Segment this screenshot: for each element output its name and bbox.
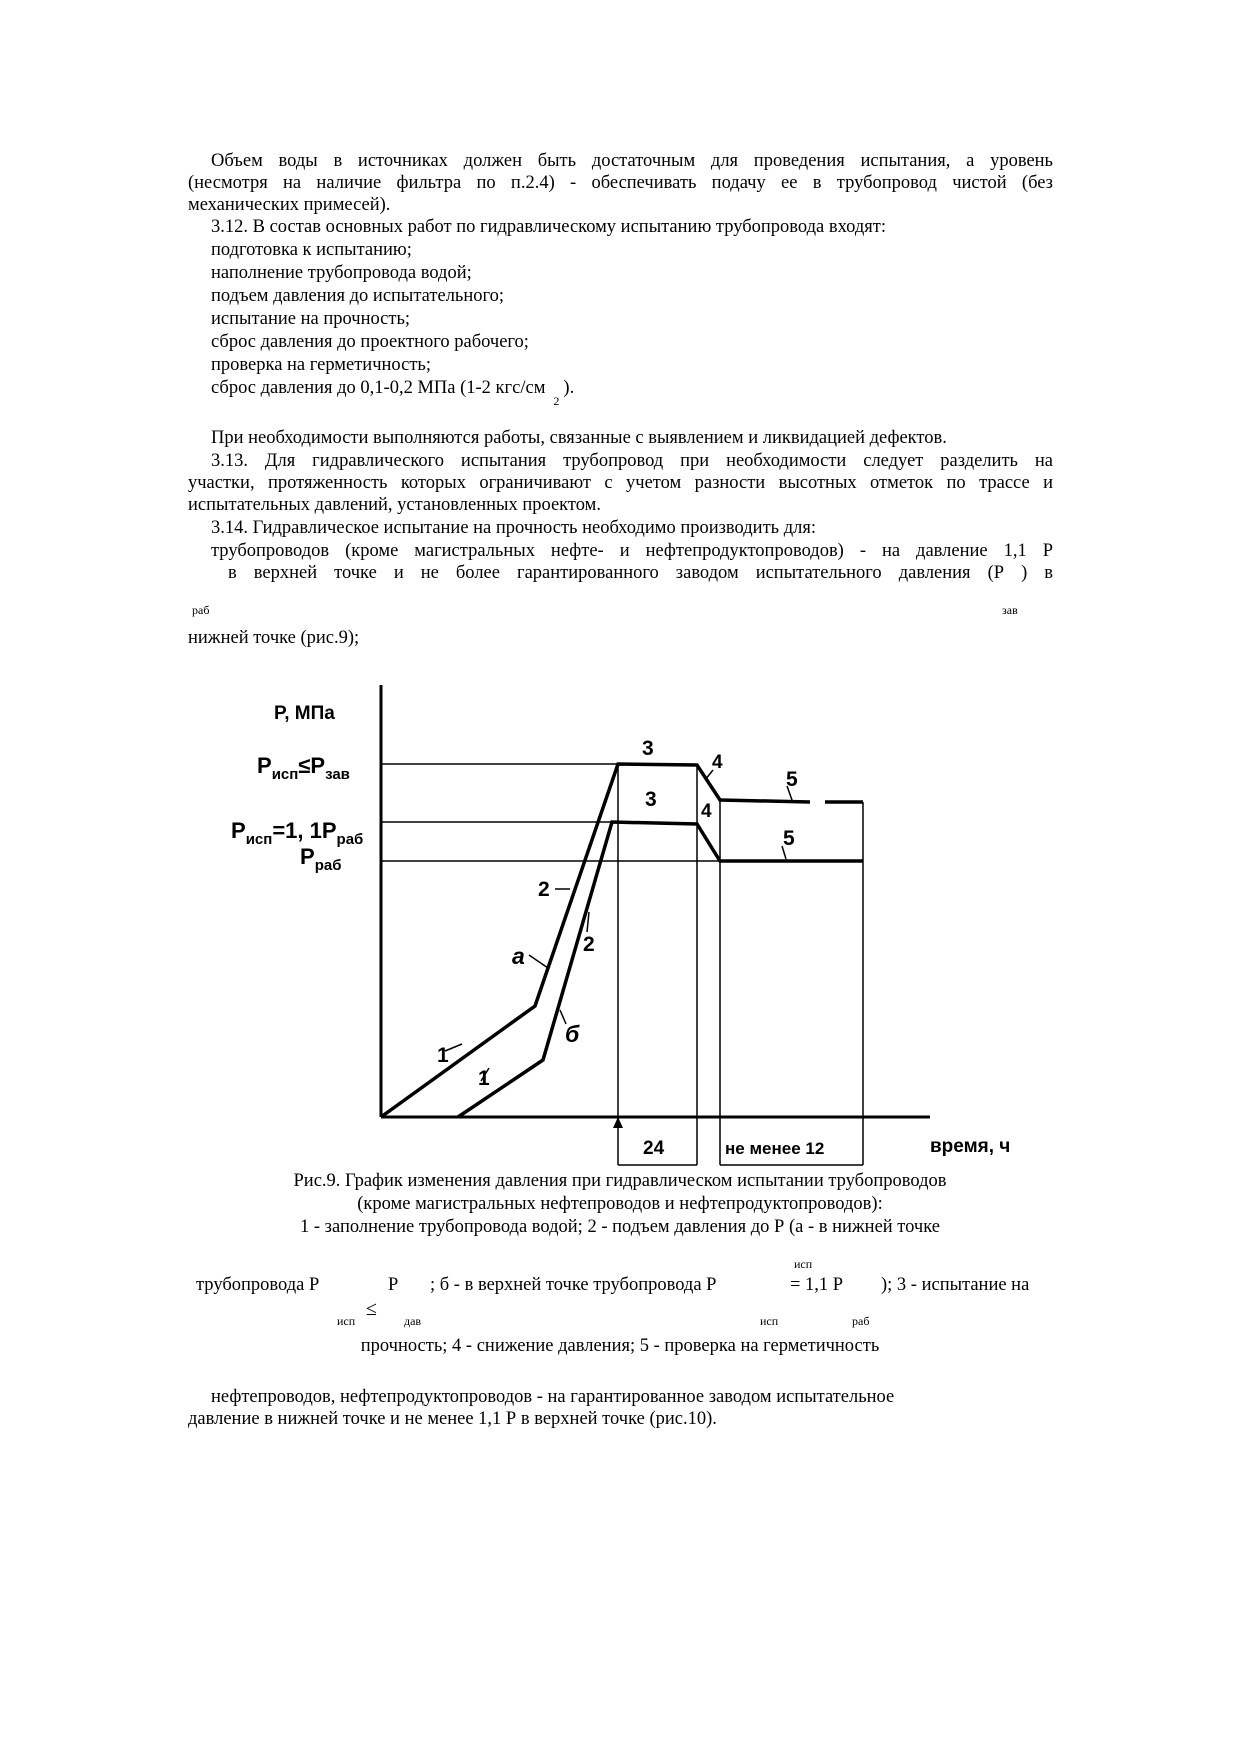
label-p-isp-11-main: P <box>231 818 246 843</box>
label-p-rab <box>300 844 341 874</box>
caption-line: 1 - заполнение трубопровода водой; 2 - подъем давления до Р (а - в нижней точке <box>300 1217 940 1237</box>
mark-3b: 3 <box>645 788 657 811</box>
list-item: подготовка к испытанию; <box>211 240 412 260</box>
caption-line: Рис.9. График изменения давления при гидравлическом испытании трубопроводов <box>293 1171 947 1191</box>
interval-12-label: не менее 12 <box>725 1139 825 1158</box>
mark-1a: 1 <box>437 1044 449 1067</box>
paragraph-line: 3.13. Для гидравлического испытания трубопровод при необходимости следует разделить на <box>211 451 1053 471</box>
label-p-isp-11-rel: =1, 1P <box>272 818 337 843</box>
leader-2b <box>587 912 589 932</box>
caption-sub-rab: раб <box>852 1314 870 1328</box>
list-item: наполнение трубопровода водой; <box>211 263 472 283</box>
subscript-zav: зав <box>1002 603 1018 617</box>
label-p-isp-11 <box>231 818 363 848</box>
mark-4a: 4 <box>712 752 723 773</box>
label-p-isp-zav-sub2: зав <box>325 766 350 783</box>
label-p-rab-sub: раб <box>314 857 342 874</box>
list-item-text: сброс давления до 0,1-0,2 МПа (1-2 кгс/см <box>211 378 546 398</box>
caption-line: (кроме магистральных нефтепроводов и нефтепродуктопроводов): <box>357 1194 883 1214</box>
paragraph-line: участки, протяженность которых ограничивают с учетом разности высотных отметок по трассе и <box>188 473 1053 493</box>
interval-24-label: 24 <box>643 1138 665 1159</box>
paragraph-line: нефтепроводов, нефтепродуктопроводов - на гарантированное заводом испытательное <box>211 1387 895 1407</box>
paragraph-line: механических примесей). <box>188 195 391 215</box>
mark-b: б <box>565 1021 580 1047</box>
mark-a: а <box>512 943 525 969</box>
label-p-isp-zav-rel: ≤P <box>298 753 326 778</box>
list-item: проверка на герметичность; <box>211 355 431 375</box>
caption-sub-isp: исп <box>760 1314 779 1328</box>
paragraph-line: давление в нижней точке и не менее 1,1 Р в верхней точке (рис.10). <box>188 1409 717 1429</box>
mark-1b: 1 <box>478 1067 490 1090</box>
caption-line-4d: = 1,1 Р <box>790 1275 844 1295</box>
mark-5b: 5 <box>783 827 795 850</box>
caption-sub-dav: дав <box>404 1314 422 1328</box>
caption-line: прочность; 4 - снижение давления; 5 - проверка на герметичность <box>360 1336 880 1356</box>
caption-sub-isp: исп <box>337 1314 356 1328</box>
list-item: подъем давления до испытательного; <box>211 286 505 306</box>
list-item: испытание на прочность; <box>211 309 411 329</box>
superscript-2: 2 <box>553 394 560 408</box>
label-p-isp-zav-main: P <box>257 753 272 778</box>
paragraph-line: трубопроводов (кроме магистральных нефте- и нефтепродуктопроводов) - на давление 1,1 Р <box>211 541 1053 561</box>
caption-line-4e: ); 3 - испытание на <box>881 1275 1030 1295</box>
section-3-12-heading: 3.12. В состав основных работ по гидравлическому испытанию трубопровода входят: <box>211 217 886 237</box>
label-p-isp-zav-sub1: исп <box>271 766 299 783</box>
label-p-isp-zav <box>257 753 350 783</box>
mark-5a: 5 <box>786 768 798 791</box>
caption-line-4a: трубопровода Р <box>196 1275 320 1295</box>
y-axis-label: P, МПа <box>274 703 335 724</box>
curve-b <box>458 822 863 1117</box>
mark-2a: 2 <box>538 878 550 901</box>
x-axis-label: время, ч <box>930 1136 1011 1157</box>
caption-line-4c: ; б - в верхней точке трубопровода Р <box>430 1275 717 1295</box>
list-item: сброс давления до проектного рабочего; <box>211 332 529 352</box>
section-3-14-heading: 3.14. Гидравлическое испытание на прочность необходимо производить для: <box>211 518 817 538</box>
subscript-rab: раб <box>192 603 210 617</box>
leader-a <box>529 955 548 968</box>
paragraph-line: Объем воды в источниках должен быть достаточным для проведения испытания, а уровень <box>211 151 1053 171</box>
paragraph-line: (несмотря на наличие фильтра по п.2.4) - обеспечивать подачу ее в трубопровод чистой (без <box>188 173 1053 193</box>
paragraph-line: нижней точке (рис.9); <box>188 628 360 648</box>
caption-le-sign: ≤ <box>366 1298 377 1320</box>
mark-3a: 3 <box>642 737 654 760</box>
mark-4b: 4 <box>701 801 712 822</box>
paragraph-line: При необходимости выполняются работы, связанные с выявлением и ликвидацией дефектов. <box>211 428 947 448</box>
paragraph-line: в верхней точке и не более гарантированного заводом испытательного давления (Р ) в <box>228 563 1053 583</box>
label-p-rab-main: P <box>300 844 315 869</box>
label-p-isp-11-sub2: раб <box>336 831 364 848</box>
caption-line-4b: Р <box>388 1275 399 1295</box>
caption-sub-isp: исп <box>794 1257 813 1271</box>
label-p-isp-11-sub1: исп <box>245 831 273 848</box>
mark-2b: 2 <box>583 933 595 956</box>
list-item-end: ). <box>563 378 575 398</box>
paragraph-line: испытательных давлений, установленных проектом. <box>188 495 601 515</box>
